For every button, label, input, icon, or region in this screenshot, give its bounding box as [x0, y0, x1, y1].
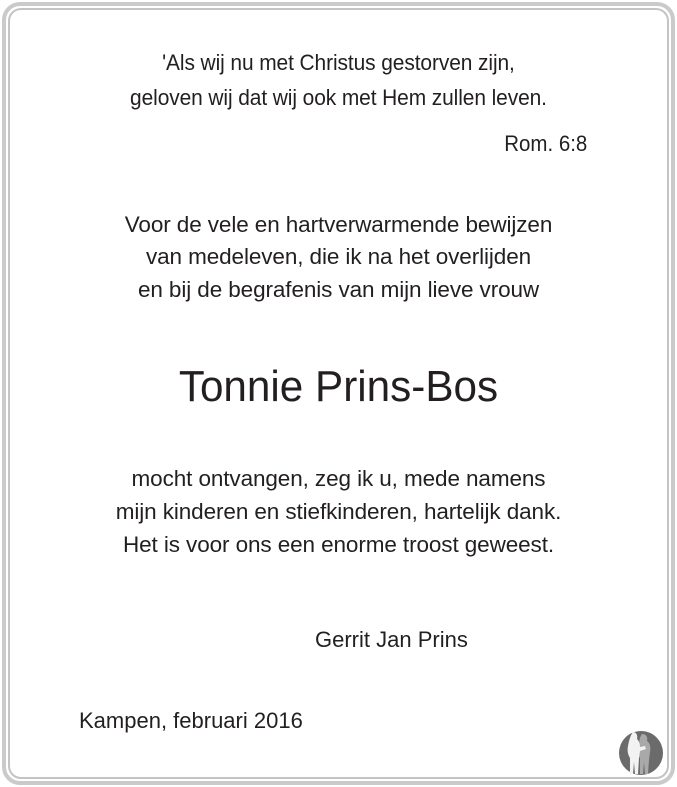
intro-line-1: Voor de vele en hartverwarmende bewijzen — [124, 212, 553, 237]
signature: Gerrit Jan Prins — [315, 627, 468, 652]
thanks-line-1: mocht ontvangen, zeg ik u, mede namens — [131, 466, 546, 491]
quote-line-1: 'Als wij nu met Christus gestorven zijn, — [162, 50, 515, 75]
quote-line-2: geloven wij dat wij ook met Hem zullen leven. — [130, 85, 547, 110]
deceased-name: Tonnie Prins-Bos — [178, 362, 499, 411]
verse-reference: Rom. 6:8 — [503, 131, 587, 156]
intro-line-2: van medeleven, die ik na het overlijden — [145, 244, 532, 269]
place-and-date: Kampen, februari 2016 — [79, 708, 303, 733]
thanks-line-2: mijn kinderen en stiefkinderen, hartelijk dank. — [115, 499, 562, 524]
intro-line-3: en bij de begrafenis van mijn lieve vrouw — [137, 277, 540, 302]
people-embrace-icon — [618, 728, 664, 776]
thanks-line-3: Het is voor ons een enorme troost geweest. — [122, 532, 555, 557]
